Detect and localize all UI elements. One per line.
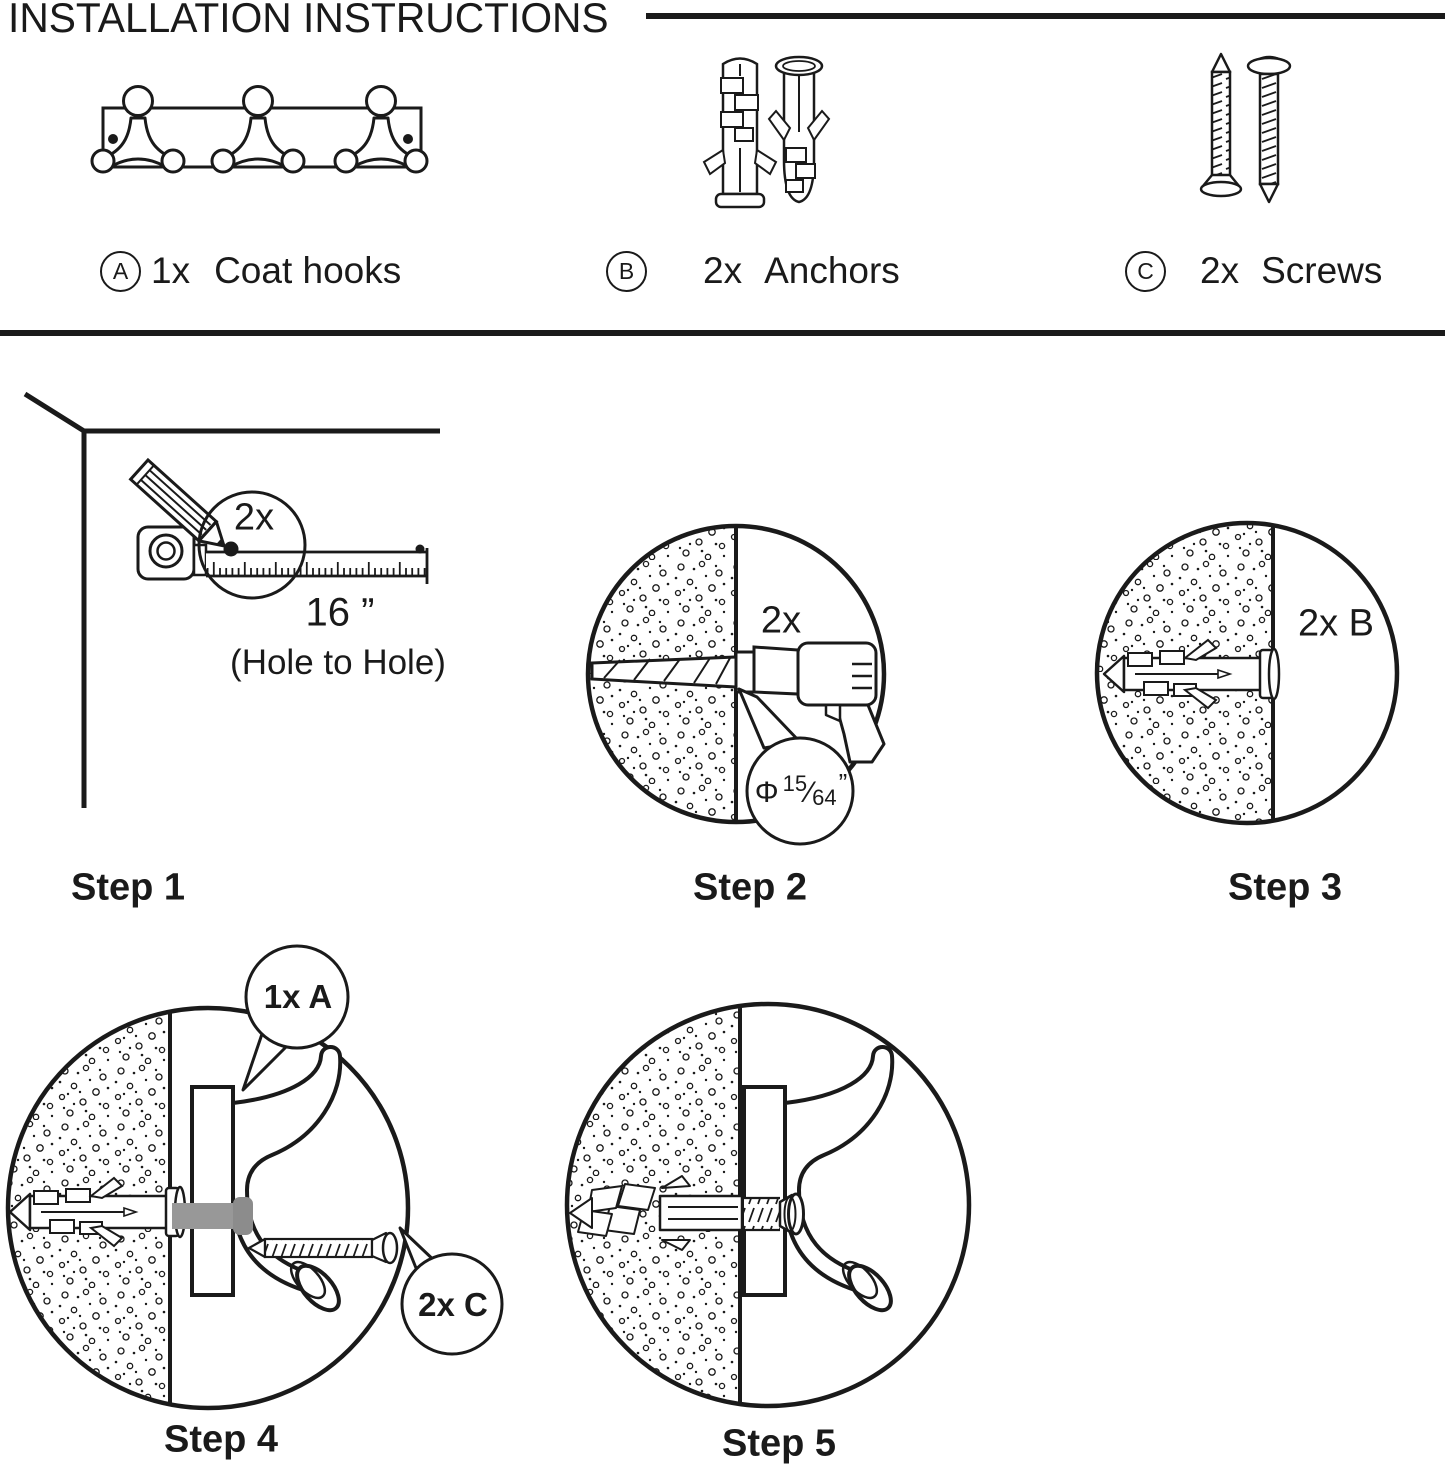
part-badge-c: C — [1125, 251, 1166, 292]
step1-distance: 16 ” — [305, 590, 375, 635]
part-qty: 1x — [151, 250, 191, 291]
step5-label: Step 5 — [721, 1422, 837, 1465]
header-rule — [646, 13, 1445, 19]
part-name: Anchors — [764, 250, 900, 291]
step1-label: Step 1 — [70, 866, 186, 909]
coat-hooks-icon — [92, 87, 427, 173]
part-badge-b: B — [606, 251, 647, 292]
diameter-symbol: Φ — [754, 776, 779, 809]
part-name: Coat hooks — [214, 250, 402, 291]
step3-label: Step 3 — [1227, 866, 1343, 909]
driven-screw — [744, 1194, 804, 1234]
part-label-anchors — [606, 250, 900, 292]
screws-icon — [1201, 54, 1290, 202]
step2-holes-count: 2x — [760, 599, 802, 642]
part-qty: 2x — [703, 250, 743, 291]
step4-hook-callout: 1x A — [263, 978, 333, 1015]
part-badge-a: A — [100, 251, 141, 292]
mark-dot-right — [416, 545, 425, 554]
mark-dot-left — [224, 542, 239, 557]
diameter-numerator: 15 — [782, 771, 808, 796]
diameter-slash: ⁄ — [807, 776, 813, 809]
step4-figure — [8, 946, 502, 1408]
ruler-band — [206, 548, 427, 584]
part-label-screws — [1125, 250, 1382, 292]
step2-drill-diameter — [754, 767, 848, 810]
section-divider — [0, 330, 1445, 336]
step1-marks-count: 2x — [233, 496, 275, 539]
anchors-icon — [704, 57, 829, 207]
step4-label: Step 4 — [163, 1418, 279, 1461]
step2-label: Step 2 — [692, 866, 808, 909]
part-label-coat-hooks — [100, 250, 401, 292]
step5-figure — [567, 1004, 969, 1406]
step4-screw-callout: 2x C — [418, 1286, 488, 1323]
part-qty: 2x — [1200, 250, 1240, 291]
step3-figure — [1097, 523, 1397, 823]
page-title: INSTALLATION INSTRUCTIONS — [8, 0, 609, 41]
step1-figure — [25, 394, 440, 808]
step3-insert-count: 2x B — [1297, 602, 1375, 645]
diameter-unit: ” — [838, 767, 848, 798]
step1-distance-note: (Hole to Hole) — [230, 643, 446, 682]
diameter-denominator: 64 — [812, 785, 837, 810]
part-name: Screws — [1261, 250, 1383, 291]
